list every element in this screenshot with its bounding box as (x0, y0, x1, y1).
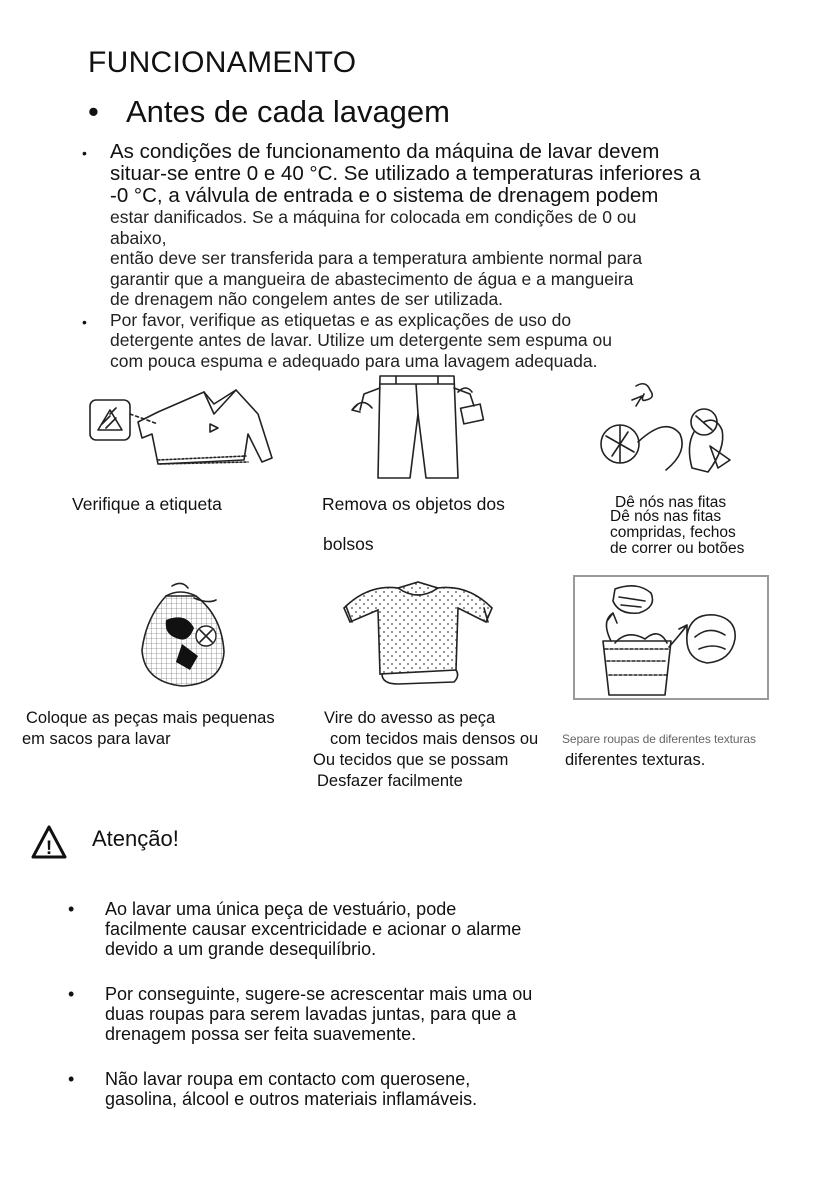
warning-line: Não lavar roupa em contacto com querosene, (105, 1069, 471, 1089)
sweater-label-illustration (86, 378, 286, 478)
caption-bag-line: Coloque as peças mais pequenas (26, 709, 275, 727)
warning-bullet: • (68, 899, 75, 919)
intro-line: de drenagem não congelem antes de ser utilizada. (110, 289, 504, 309)
caption-pockets-line2: bolsos (323, 534, 374, 554)
caption-knots-overlap: Dê nós nas fitas (615, 494, 727, 511)
care-label-icon (90, 400, 130, 440)
warning-title: Atenção! (92, 826, 179, 851)
warning-line: drenagem possa ser feita suavemente. (105, 1024, 417, 1044)
intro-line: Por favor, verifique as etiquetas e as explicações de uso do (110, 309, 572, 330)
caption-inside-out-line: Vire do avesso as peça (324, 709, 496, 727)
intro-line: -0 °C, a válvula de entrada e o sistema de drenagem podem (110, 184, 659, 207)
warning-line: gasolina, álcool e outros materiais inflamáveis. (105, 1089, 478, 1109)
section-bullet: • (88, 94, 99, 129)
intro-line: As condições de funcionamento da máquina de lavar devem (110, 140, 660, 163)
warning-item (64, 899, 624, 959)
warning-bullet: • (68, 984, 75, 1004)
trousers-pockets-illustration (346, 370, 496, 482)
caption-knots-line: Dê nós nas fitas (610, 508, 722, 525)
intro-item-detergent (82, 310, 782, 372)
inside-out-sweater-illustration (338, 578, 498, 690)
caption-check-label: Verifique a etiqueta (72, 494, 222, 514)
pocket-item-icon (461, 404, 484, 424)
caption-bag-line: em sacos para lavar (22, 730, 171, 748)
tie-knots-illustration (596, 376, 746, 484)
caption-separate: diferentes texturas. (565, 751, 706, 769)
warning-icon-symbol: ! (45, 838, 53, 859)
warning-item (64, 984, 624, 1044)
intro-bullet: • (82, 145, 87, 161)
warning-icon (30, 824, 68, 860)
warning-line: Ao lavar uma única peça de vestuário, pode (105, 899, 457, 919)
page-title: FUNCIONAMENTO (88, 46, 357, 79)
intro-item-conditions (82, 141, 782, 310)
warning-line: facilmente causar excentricidade e acionar o alarme (105, 919, 522, 939)
intro-line: situar-se entre 0 e 40 °C. Se utilizado a temperaturas inferiores a (110, 162, 701, 185)
caption-inside-out-line: com tecidos mais densos ou (330, 730, 539, 748)
caption-knots-line: compridas, fechos (610, 524, 736, 541)
warning-bullet: • (68, 1069, 75, 1089)
warning-line: devido a um grande desequilíbrio. (105, 939, 377, 959)
warning-item (64, 1069, 624, 1109)
warning-list (64, 899, 624, 1134)
intro-bullet: • (82, 313, 87, 330)
intro-line: detergente antes de lavar. Utilize um detergente sem espuma ou (110, 330, 612, 350)
laundry-bag-illustration (136, 578, 236, 690)
intro-line: então deve ser transferida para a temperatura ambiente normal para (110, 248, 643, 268)
caption-inside-out-line: Ou tecidos que se possam (313, 751, 509, 769)
intro-line: garantir que a mangueira de abastecimento de água e a mangueira (110, 268, 634, 289)
caption-pockets-line1: Remova os objetos dos (322, 494, 505, 514)
caption-inside-out-line: Desfazer facilmente (317, 772, 463, 790)
warning-line: Por conseguinte, sugere-se acrescentar mais uma ou (105, 984, 533, 1004)
separate-textures-illustration (575, 577, 767, 698)
section-heading (88, 94, 450, 130)
intro-list (82, 141, 782, 371)
intro-line: estar danificados. Se a máquina for colocada em condições de 0 ou (110, 207, 637, 227)
caption-separate-inner: Separe roupas de diferentes texturas (562, 732, 756, 746)
intro-line: abaixo, (110, 227, 167, 248)
caption-knots-line: de correr ou botões (610, 540, 745, 557)
intro-line: com pouca espuma e adequado para uma lavagem adequada. (110, 350, 598, 371)
warning-line: duas roupas para serem lavadas juntas, para que a (105, 1004, 517, 1024)
section-title: Antes de cada lavagem (126, 94, 450, 129)
separate-textures-frame (573, 575, 769, 700)
